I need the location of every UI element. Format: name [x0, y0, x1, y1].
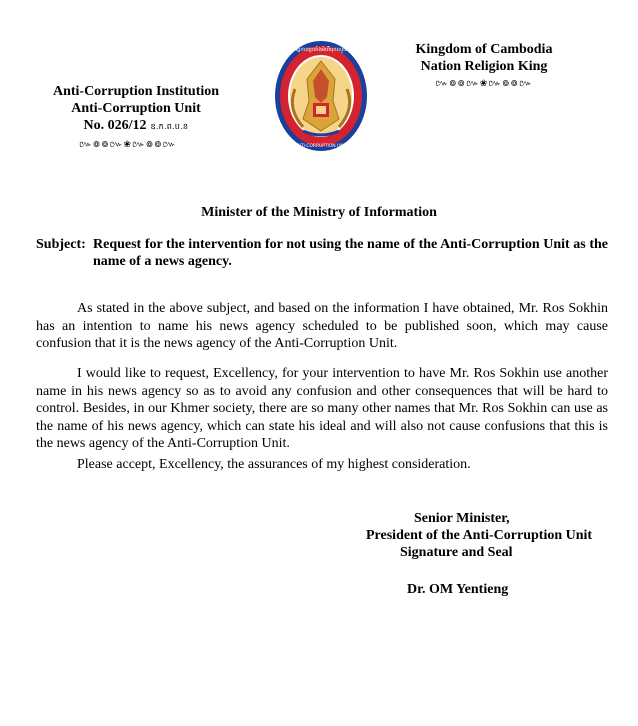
signer-name: Dr. OM Yentieng — [407, 582, 509, 597]
body-paragraph-2: I would like to request, Excellency, for your intervention to have Mr. Ros Sokhin use another name in his news agency so as to avoid any confusion and other consequences that will be hard to control. Besides, in our Khmer society, there are so many other names that Mr. Ros Sokhin can use as the name of his news agency, which can state his ideal and will also not cause confusions that this is the news agency of the Anti-Corruption Unit. — [36, 366, 608, 451]
anti-corruption-unit-emblem — [273, 39, 369, 153]
signer-position: President of the Anti-Corruption Unit — [366, 528, 593, 543]
signer-title: Senior Minister, — [414, 511, 510, 526]
body-paragraph-1: As stated in the above subject, and based on the information I have obtained, Mr. Ros Sokhin has an intention to name his news agency scheduled to be published soon, which may cause confusion that it is the news agency of the Anti-Corruption Unit. — [36, 301, 608, 351]
sender-block — [32, 83, 240, 151]
closing-paragraph: Please accept, Excellency, the assurances of my highest consideration. — [77, 457, 471, 472]
emblem-bottom-text: ANTI-CORRUPTION UNIT — [294, 144, 348, 149]
institution-name: Anti-Corruption Institution — [52, 84, 220, 99]
reference-number-line — [32, 117, 240, 135]
signature-block — [358, 510, 598, 561]
kingdom-title: Kingdom of Cambodia — [415, 42, 553, 57]
subject-block — [36, 236, 608, 270]
signature-and-seal: Signature and Seal — [400, 545, 513, 560]
addressee: Minister of the Ministry of Information — [201, 205, 437, 220]
reference-suffix: ឧ.ក.ព.ប.ន — [150, 122, 189, 131]
subject-label: Subject: — [36, 237, 86, 252]
subject-text: Request for the intervention for not using the name of the Anti-Corruption Unit as the name of a news agency. — [93, 237, 608, 269]
kingdom-block — [398, 41, 570, 90]
emblem-top-text: អង្គភាពប្រឆាំងអំពើពុករលួយ — [293, 47, 349, 53]
national-motto: Nation Religion King — [420, 59, 548, 74]
unit-name: Anti-Corruption Unit — [71, 101, 201, 116]
right-ornament: ៚៙៙៚❀៚៙៙៚ — [435, 78, 533, 88]
left-ornament: ៚៙៙៚❀៚៙៙៚ — [79, 139, 177, 149]
reference-number: No. 026/12 — [83, 118, 147, 133]
